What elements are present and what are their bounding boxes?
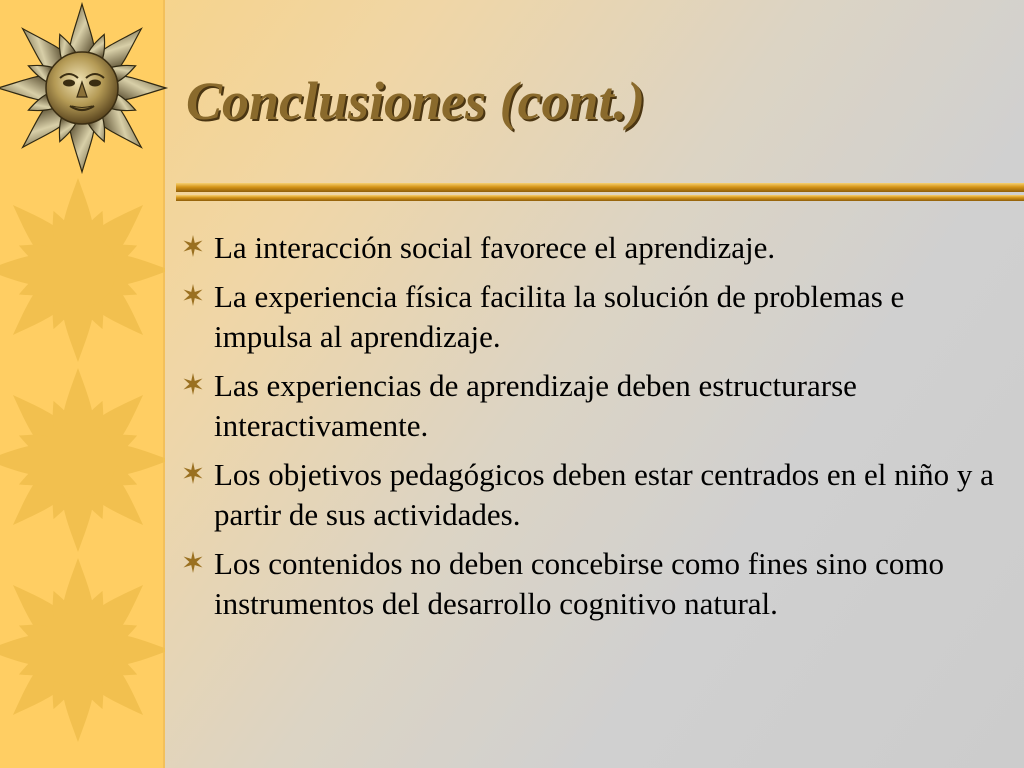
- star-bullet-icon: [180, 233, 206, 259]
- bullet-text: Los contenidos no deben concebirse como fines sino como instrumentos del desarrollo cognitivo natural.: [214, 546, 945, 621]
- star-bullet-icon: [180, 460, 206, 486]
- bullet-text: La experiencia física facilita la solución de problemas e impulsa al aprendizaje.: [214, 279, 905, 354]
- bullet-item: [180, 455, 1010, 535]
- star-bullet-icon: [180, 371, 206, 397]
- sun-icon: [0, 365, 165, 555]
- sun-icon: [0, 175, 165, 365]
- sun-icon: [0, 555, 165, 745]
- bullet-list: [180, 228, 1010, 633]
- bullet-text: Las experiencias de aprendizaje deben estructurarse interactivamente.: [214, 368, 857, 443]
- slide-title: Conclusiones (cont.): [186, 71, 646, 131]
- bullet-item: [180, 277, 1010, 357]
- bullet-item: [180, 228, 1010, 268]
- title-divider: [176, 181, 1024, 203]
- bullet-text: Los objetivos pedagógicos deben estar centrados en el niño y a partir de sus actividades.: [214, 457, 994, 532]
- sun-face-icon: [0, 0, 170, 175]
- bullet-item: [180, 544, 1010, 624]
- star-bullet-icon: [180, 549, 206, 575]
- bullet-text: La interacción social favorece el aprendizaje.: [214, 230, 776, 265]
- bullet-item: [180, 366, 1010, 446]
- star-bullet-icon: [180, 282, 206, 308]
